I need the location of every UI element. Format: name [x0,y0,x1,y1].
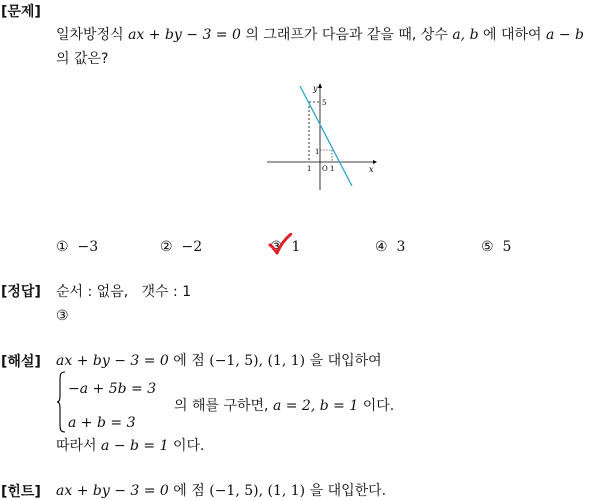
answer-count: 갯수 : 1 [141,284,192,300]
choice-2-number: ② [160,239,173,255]
choice-1[interactable] [56,238,98,256]
answer-label: [정답] [1,284,41,300]
system-end: 이다. [362,398,395,414]
tick-x-neg1: 1 [307,165,312,173]
tick-origin: O [322,165,328,173]
hint-points: (−1, 5), (1, 1) [209,483,306,499]
solution-line-1 [56,352,382,370]
solution-line-3 [56,437,204,455]
solution-text-a: 에 점 [173,353,205,369]
problem-text-a: 일차방정식 [56,27,124,43]
choice-2[interactable] [160,238,202,256]
system-brace [56,371,66,433]
answer-order: 순서 : 없음, [56,284,129,300]
choice-3-number: ③ [270,239,283,255]
choice-3-text: 1 [291,239,301,255]
solution-conclusion-equation: a − b = 1 [101,438,169,454]
tick-y1: 1 [315,148,320,156]
system-result-line [174,397,394,415]
hint-text-a: 에 점 [173,483,205,499]
problem-label: [문제] [1,4,41,20]
y-axis-label: y [313,84,318,93]
hint-equation: ax + by − 3 = 0 [56,483,169,499]
solution-conclusion-b: 이다. [172,438,205,454]
problem-line-2: 의 값은? [56,51,109,67]
hint-text-b: 을 대입한다. [309,483,387,499]
choice-4[interactable] [375,238,405,256]
y-axis-arrow-icon [318,83,322,88]
x-axis-label: x [369,165,374,174]
answer-choice: ③ [56,308,69,324]
system-equation-1: −a + 5b = 3 [68,381,157,397]
choice-5-text: 5 [502,239,512,255]
solution-points: (−1, 5), (1, 1) [209,353,306,369]
problem-expression: a − b [546,27,584,43]
system-text: 의 해를 구하면, [174,398,269,414]
hint-label: [힌트] [1,484,41,500]
x-axis-arrow-icon [373,160,377,164]
solution-conclusion-a: 따라서 [56,438,97,454]
choice-5[interactable] [481,238,511,256]
problem-text-b: 의 그래프가 다음과 같을 때, 상수 [245,27,448,43]
problem-equation: ax + by − 3 = 0 [128,27,241,43]
tick-y5: 5 [322,99,327,107]
choice-5-number: ⑤ [481,239,494,255]
choice-1-number: ① [56,239,69,255]
hint-line [56,482,386,500]
problem-line-1 [56,26,584,44]
choice-4-text: 3 [396,239,406,255]
choice-2-text: −2 [181,239,203,255]
system-result: a = 2, b = 1 [272,398,359,414]
answer-line [56,283,191,301]
checkmark-icon [268,233,292,255]
tick-x1: 1 [330,165,335,173]
solution-equation: ax + by − 3 = 0 [56,353,169,369]
solution-label: [해설] [1,354,41,370]
line-graph [263,80,379,192]
choice-4-number: ④ [375,239,388,255]
problem-text-c: 에 대하여 [483,27,542,43]
system-equation-2: a + b = 3 [68,415,136,431]
choice-1-text: −3 [77,239,99,255]
problem-vars: a, b [452,27,479,43]
solution-text-b: 을 대입하여 [309,353,382,369]
